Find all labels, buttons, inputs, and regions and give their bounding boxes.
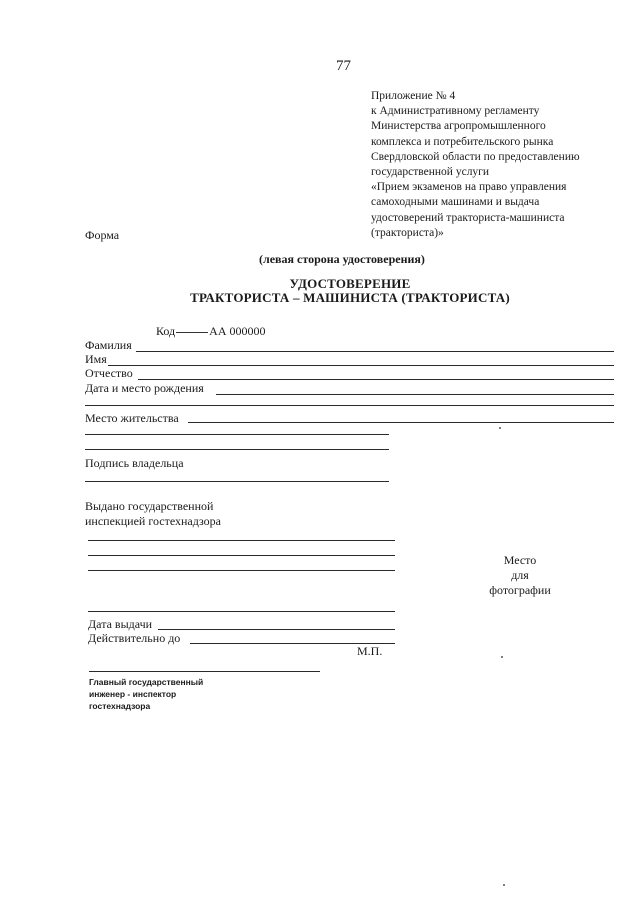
photo-label: для	[511, 568, 529, 582]
document-title: УДОСТОВЕРЕНИЕ	[289, 276, 411, 291]
signatory-line: инженер - инспектор	[89, 689, 177, 699]
scan-dot	[501, 656, 503, 658]
code-prefix: Код	[156, 324, 176, 338]
residence-line-3[interactable]	[85, 449, 389, 450]
name-line[interactable]	[108, 365, 614, 366]
issued-by-line-3[interactable]	[88, 570, 395, 571]
document-subtitle: ТРАКТОРИСТА – МАШИНИСТА (ТРАКТОРИСТА)	[190, 290, 510, 305]
scan-dot	[503, 884, 505, 886]
issued-by-label: Выдано государственной	[85, 499, 214, 513]
residence-label: Место жительства	[85, 411, 179, 425]
appendix-line: удостоверений тракториста-машиниста	[371, 211, 565, 224]
appendix-line: государственной услуги	[371, 166, 490, 179]
signatory-line: гостехнадзора	[89, 701, 151, 711]
issue-date-label: Дата выдачи	[88, 617, 153, 631]
appendix-line: к Административному регламенту	[371, 105, 540, 118]
residence-line[interactable]	[188, 422, 614, 423]
appendix-line: комплекса и потребительского рынка	[371, 135, 554, 148]
issued-by-line-4[interactable]	[88, 611, 395, 612]
scan-dot	[499, 427, 501, 429]
appendix-line: самоходными машинами и выдача	[371, 196, 540, 209]
residence-line-2[interactable]	[85, 434, 389, 435]
photo-label: Место	[503, 553, 537, 567]
appendix-line: Приложение № 4	[371, 90, 456, 102]
name-label: Имя	[85, 352, 107, 366]
form-label: Форма	[85, 228, 120, 242]
birth-line-2[interactable]	[85, 405, 614, 406]
issued-by-line-2[interactable]	[88, 555, 395, 556]
signatory-block	[89, 676, 203, 712]
appendix-header	[371, 89, 633, 241]
surname-label: Фамилия	[85, 338, 132, 352]
appendix-line: Свердловской области по предоставлению	[371, 150, 580, 163]
surname-line[interactable]	[136, 351, 614, 352]
birth-label: Дата и место рождения	[85, 381, 204, 395]
stamp-place: М.П.	[357, 644, 383, 658]
photo-label: фотографии	[489, 583, 551, 597]
issue-date-line[interactable]	[158, 629, 395, 630]
owner-signature-label: Подпись владельца	[85, 456, 184, 470]
patronymic-label: Отчество	[85, 366, 133, 380]
code-value: АА 000000	[209, 324, 266, 338]
owner-signature-line[interactable]	[85, 481, 389, 482]
page-number: 77	[336, 58, 351, 74]
issued-by-line[interactable]	[88, 540, 395, 541]
appendix-line: Министерства агропромышленного	[371, 120, 546, 133]
issued-by-label-2: инспекцией гостехнадзора	[85, 514, 221, 528]
valid-until-label: Действительно до	[88, 631, 181, 645]
appendix-line: «Прием экзаменов на право управления	[371, 181, 567, 194]
signature-line[interactable]	[89, 671, 320, 672]
patronymic-line[interactable]	[138, 379, 614, 380]
photo-placeholder	[470, 553, 570, 598]
birth-line[interactable]	[216, 394, 614, 395]
signatory-line: Главный государственный	[89, 677, 204, 687]
code-field	[156, 324, 266, 339]
appendix-line: (тракториста)»	[371, 226, 444, 239]
code-blank	[176, 332, 208, 333]
side-label: (левая сторона удостоверения)	[259, 252, 425, 266]
